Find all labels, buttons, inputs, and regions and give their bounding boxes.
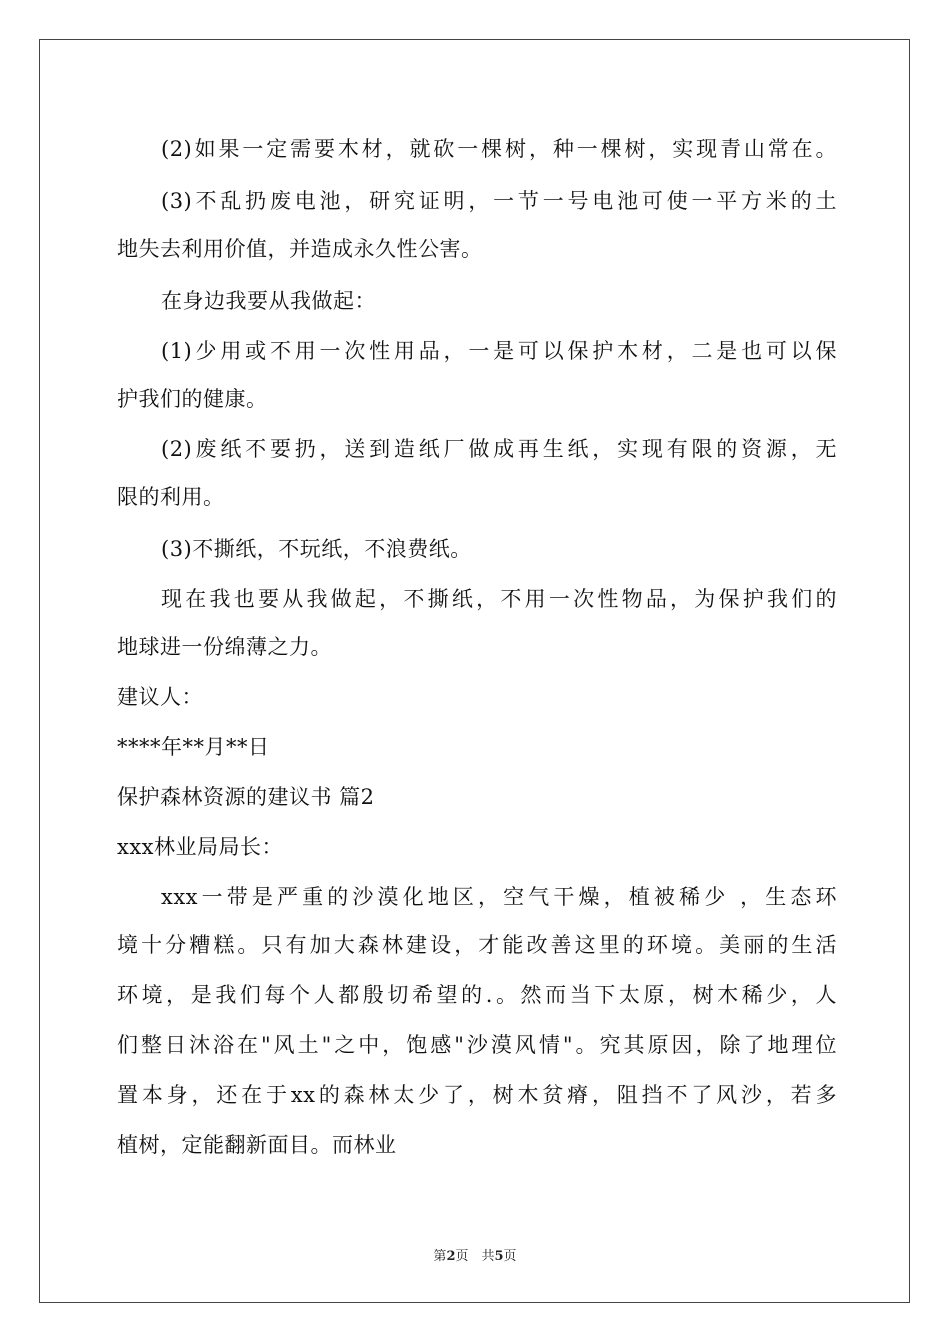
text-line: 植树，定能翻新面目。而林业 <box>117 1133 397 1157</box>
text-line: 们整日沐浴在"风土"之中，饱感"沙漠风情"。究其原因，除了地理位 <box>117 1033 837 1057</box>
salutation: xxx林业局局长： <box>117 835 284 859</box>
text-line: (3)不撕纸，不玩纸，不浪费纸。 <box>161 537 472 561</box>
text-line: 境十分糟糕。只有加大森林建设，才能改善这里的环境。美丽的生活 <box>117 933 837 957</box>
text-line: (1)少用或不用一次性用品，一是可以保护木材，二是也可以保 <box>161 339 837 363</box>
text-line: 地失去利用价值，并造成永久性公害。 <box>117 237 483 261</box>
page-suffix: 页 <box>503 1249 517 1264</box>
total-pages-number: 5 <box>494 1249 504 1264</box>
text-line: (2)废纸不要扔，送到造纸厂做成再生纸，实现有限的资源，无 <box>161 437 837 461</box>
current-page-number: 2 <box>446 1249 456 1264</box>
text-line: 地球进一份绵薄之力。 <box>117 635 332 659</box>
page-prefix: 第 <box>433 1249 447 1264</box>
date-line: ****年**月**日 <box>117 735 270 759</box>
signer-label: 建议人： <box>117 685 203 709</box>
text-line: (2)如果一定需要木材，就砍一棵树，种一棵树，实现青山常在。 <box>161 137 837 161</box>
text-line: 限的利用。 <box>117 485 225 509</box>
text-line: 在身边我要从我做起： <box>161 289 376 313</box>
page-number <box>0 1248 950 1266</box>
page-mid: 页 共 <box>455 1249 495 1264</box>
text-line: 护我们的健康。 <box>117 387 268 411</box>
text-line: 置本身，还在于xx的森林太少了，树木贫瘠，阻挡不了风沙，若多 <box>117 1083 837 1107</box>
section-title: 保护森林资源的建议书 篇2 <box>117 785 375 809</box>
text-line: 现在我也要从我做起，不撕纸，不用一次性物品，为保护我们的 <box>161 587 837 611</box>
text-line: 环境，是我们每个人都殷切希望的.。然而当下太原，树木稀少，人 <box>117 983 837 1007</box>
text-line: (3)不乱扔废电池，研究证明，一节一号电池可使一平方米的土 <box>161 189 837 213</box>
page-border <box>39 39 910 1303</box>
text-line: xxx一带是严重的沙漠化地区，空气干燥，植被稀少 ，生态环 <box>161 885 837 909</box>
